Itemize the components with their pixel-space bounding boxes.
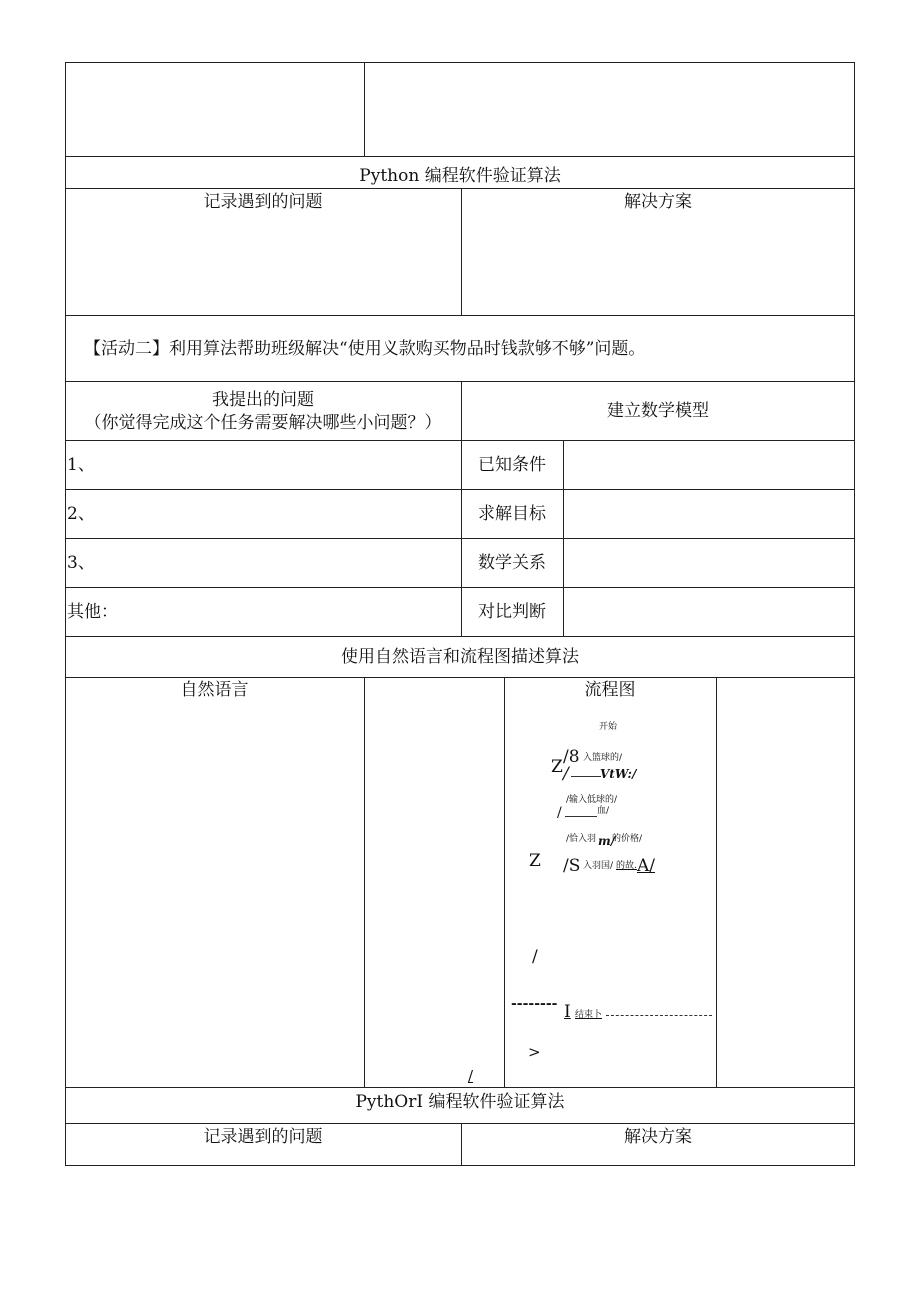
flow-end-i: I xyxy=(564,1002,571,1022)
activity-two-text: 【活动二】利用算法帮助班级解决“使用义款购买物品时钱款够不够”问题。 xyxy=(84,339,646,359)
record-problem-header-2: 记录遇到的问题 xyxy=(203,1127,323,1147)
solution-header: 解决方案 xyxy=(624,192,692,212)
question-3: 3、 xyxy=(67,553,95,573)
flow-z-1: Z xyxy=(551,757,563,777)
flow-slash-2: / xyxy=(468,1067,474,1085)
my-questions-subtitle: （你觉得完成这个任务需要解决哪些小问题？） xyxy=(84,413,442,433)
label-known-conditions: 已知条件 xyxy=(478,455,546,475)
flow-arrow: > xyxy=(528,1043,541,1061)
natural-language-header: 自然语言 xyxy=(180,680,249,700)
flow-step2-line xyxy=(565,816,597,817)
flow-step1-b: 入篮球的/ xyxy=(583,753,623,763)
flow-step4-d: A/ xyxy=(637,856,656,876)
flow-step1-a: /8 xyxy=(563,747,580,767)
flow-step3-c: 的价格/ xyxy=(612,834,643,844)
flow-step3-b: m/ xyxy=(598,834,616,848)
question-2: 2、 xyxy=(67,504,95,524)
flowchart-header: 流程图 xyxy=(584,680,636,700)
question-1: 1、 xyxy=(67,455,95,475)
flow-step1-line xyxy=(571,776,601,777)
question-other: 其他： xyxy=(67,602,118,622)
flow-step1-d: VtW:/ xyxy=(600,767,637,781)
describe-algorithm-title: 使用自然语言和流程图描述算法 xyxy=(341,647,579,667)
flow-step1-c: / xyxy=(563,764,569,784)
flow-dashes: -------- xyxy=(511,996,558,1012)
solution-header-2: 解决方案 xyxy=(624,1127,692,1147)
flow-step4-c: 的故. xyxy=(616,861,637,871)
section-title-python-2: PythOrI 编程软件验证算法 xyxy=(355,1092,565,1112)
flow-end-dashline xyxy=(606,1015,712,1016)
my-questions-title: 我提出的问题 xyxy=(212,390,314,410)
flow-step2-c: 血/ xyxy=(597,806,610,816)
flow-step4-a: /S xyxy=(563,856,581,876)
flow-start: 开始 xyxy=(599,722,618,732)
label-math-relation: 数学关系 xyxy=(478,553,546,573)
build-model-header: 建立数学模型 xyxy=(607,401,709,421)
flow-end: 结束卜 xyxy=(575,1010,603,1020)
flow-step3-a: /恰入羽 xyxy=(566,834,597,844)
flow-step4-b: 入羽国/ xyxy=(583,861,614,871)
record-problem-header: 记录遇到的问题 xyxy=(203,192,323,212)
flow-step2-b: / xyxy=(557,805,562,821)
flow-slash-1: / xyxy=(532,947,538,967)
label-comparison: 对比判断 xyxy=(478,602,546,622)
flow-z-2: Z xyxy=(529,851,541,871)
flow-step2-a: /输入低球的/ xyxy=(566,795,618,805)
section-title-python: Python 编程软件验证算法 xyxy=(359,166,561,186)
label-goal: 求解目标 xyxy=(478,504,546,524)
